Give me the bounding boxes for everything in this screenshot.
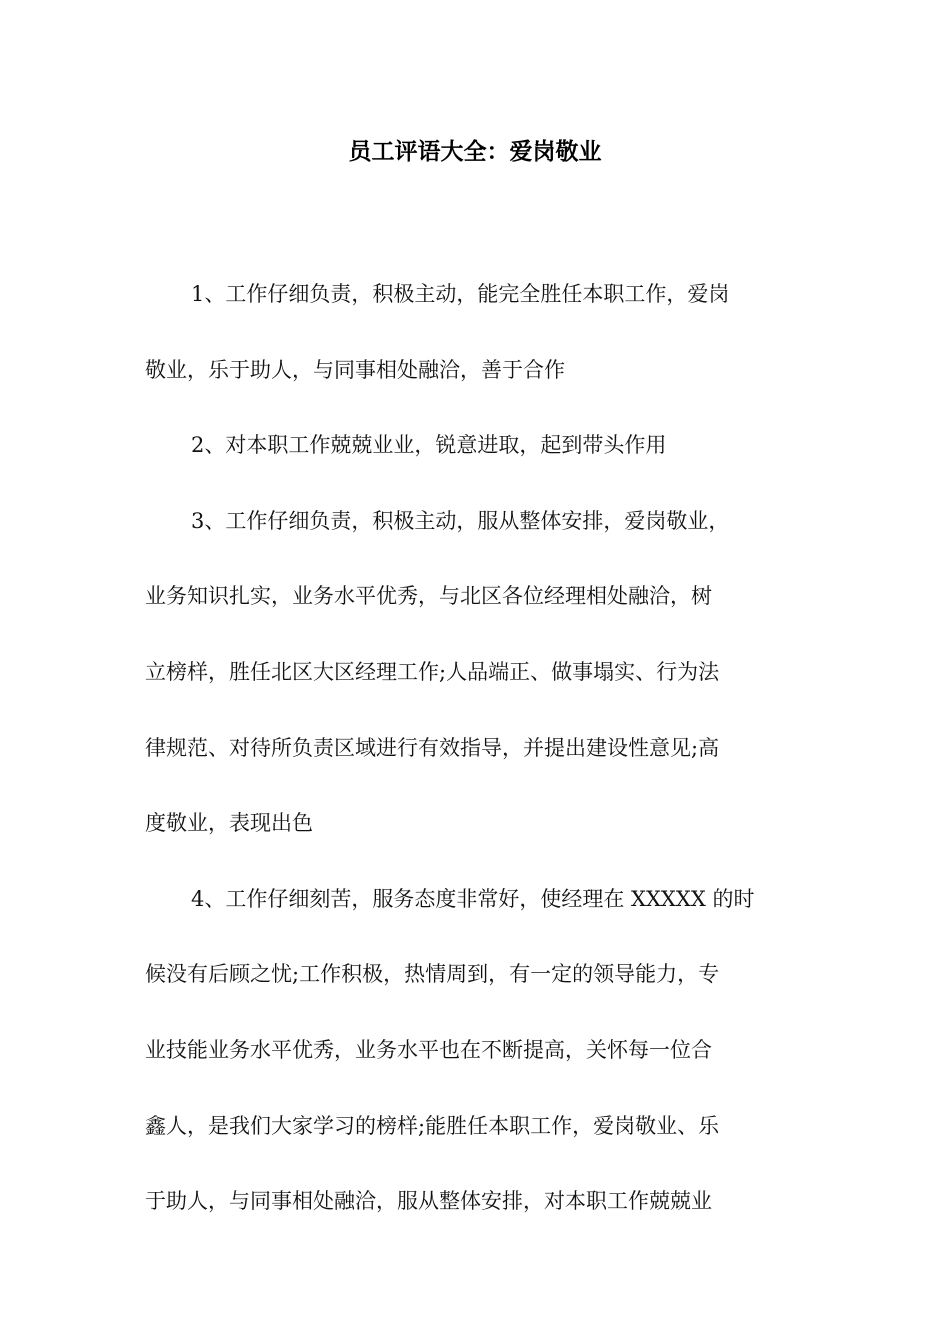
paragraph-line: 1、工作仔细负责，积极主动，能完全胜任本职工作，爱岗: [191, 282, 730, 306]
paragraph-line: 候没有后顾之忧;工作积极，热情周到，有一定的领导能力，专: [145, 962, 720, 987]
paragraph-line: 敬业，乐于助人，与同事相处融洽，善于合作: [145, 357, 565, 382]
paragraph-line: 4、工作仔细刻苦，服务态度非常好，使经理在 XXXXX 的时: [191, 886, 755, 911]
paragraph-line: 2、对本职工作兢兢业业，锐意进取，起到带头作用: [191, 433, 667, 458]
paragraph-line: 业技能业务水平优秀，业务水平也在不断提高，关怀每一位合: [145, 1037, 712, 1062]
paragraph-1: [145, 257, 807, 408]
paragraph-2: [145, 408, 807, 484]
paragraph-line: 立榜样，胜任北区大区经理工作;人品端正、做事塌实、行为法: [145, 659, 720, 684]
paragraph-3: [145, 484, 807, 862]
paragraph-line: 业务知识扎实，业务水平优秀，与北区各位经理相处融洽，树: [145, 584, 712, 609]
paragraph-line: 鑫人，是我们大家学习的榜样;能胜任本职工作，爱岗敬业、乐: [145, 1113, 720, 1138]
paragraph-line: 3、工作仔细负责，积极主动，服从整体安排，爱岗敬业，: [191, 508, 730, 533]
document-title: 员工评语大全：爱岗敬业: [348, 139, 602, 165]
paragraph-line: 度敬业，表现出色: [145, 811, 313, 836]
paragraph-line: 律规范、对待所负责区域进行有效指导，并提出建设性意见;高: [145, 735, 720, 760]
document-body: [145, 257, 807, 1240]
paragraph-4: [145, 862, 807, 1240]
paragraph-line: 于助人，与同事相处融洽，服从整体安排，对本职工作兢兢业: [145, 1189, 712, 1214]
